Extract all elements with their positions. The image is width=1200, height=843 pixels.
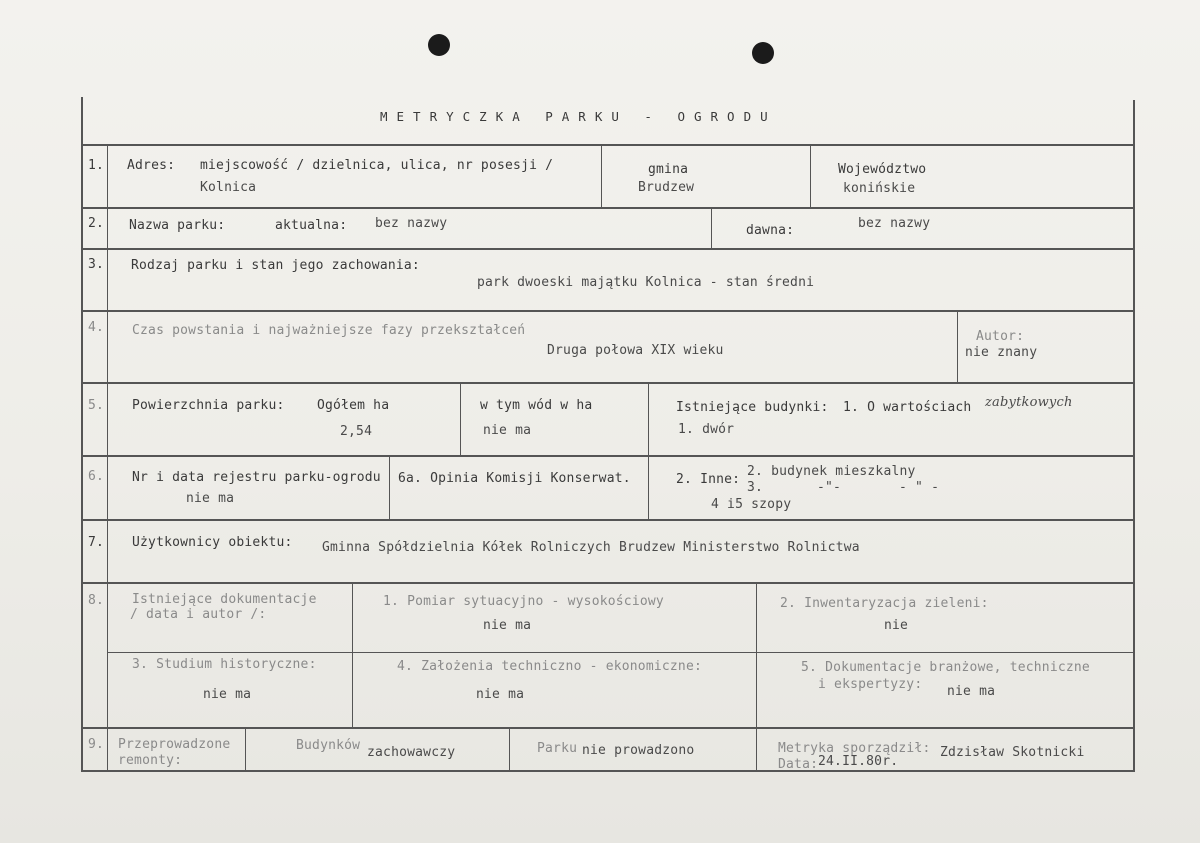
park-type-value: park dwoeski majątku Kolnica - stan średni — [477, 275, 815, 290]
other-item-2: 2. budynek mieszkalny — [747, 464, 916, 479]
park-name-label: Nazwa parku: — [129, 218, 226, 233]
rule — [81, 727, 1135, 729]
rule — [81, 382, 1135, 384]
water-area-label: w tym wód w ha — [480, 398, 593, 413]
buildings-renovation-label: Budynków — [296, 738, 361, 753]
total-area-label: Ogółem ha — [317, 398, 390, 413]
prepared-by-label: Metryka sporządził: — [778, 741, 931, 756]
park-type-label: Rodzaj parku i stan jego zachowania: — [131, 258, 420, 273]
address-value: Kolnica — [200, 180, 257, 195]
total-area-value: 2,54 — [340, 424, 373, 439]
gmina-value: Brudzew — [638, 180, 695, 195]
divider — [601, 144, 602, 208]
register-value: nie ma — [186, 491, 235, 506]
rule — [81, 519, 1135, 521]
date-value: 24.II.80r. — [818, 754, 899, 769]
divider — [509, 728, 510, 771]
other-label: 2. Inne: — [676, 472, 741, 487]
former-name-value: bez nazwy — [858, 216, 931, 231]
punch-hole — [752, 42, 774, 64]
author-label: Autor: — [976, 329, 1025, 344]
renovations-sublabel: remonty: — [118, 753, 183, 768]
rule — [81, 455, 1135, 457]
divider — [352, 583, 353, 728]
divider — [756, 583, 757, 728]
current-name-value: bez nazwy — [375, 216, 448, 231]
technical-assumptions-value: nie ma — [476, 687, 525, 702]
divider — [756, 728, 757, 771]
section-number: 4. — [88, 320, 105, 335]
divider — [648, 383, 649, 520]
documentation-label: Istniejące dokumentacje — [132, 592, 317, 607]
park-renovation-label: Parku — [537, 741, 578, 756]
divider — [389, 456, 390, 520]
greenery-inventory-value: nie — [884, 618, 909, 633]
ditto-mark: -"- — [817, 480, 842, 495]
origin-label: Czas powstania i najważniejsze fazy przekształceń — [132, 323, 526, 338]
rule — [81, 582, 1135, 584]
section-number: 5. — [88, 398, 105, 413]
num-column-line — [107, 144, 108, 770]
section-number: 2. — [88, 216, 105, 231]
users-label: Użytkownicy obiektu: — [132, 535, 293, 550]
documentation-sublabel: / data i autor /: — [130, 607, 267, 622]
address-label: Adres: — [127, 158, 176, 173]
date-label: Data: — [778, 757, 819, 772]
branch-docs-sublabel: i ekspertyzy: — [818, 677, 923, 692]
author-value: nie znany — [965, 345, 1038, 360]
divider — [957, 311, 958, 383]
historical-study-label: 3. Studium historyczne: — [132, 657, 317, 672]
renovations-label: Przeprowadzone — [118, 737, 231, 752]
users-value: Gminna Spółdzielnia Kółek Rolniczych Brudzew Ministerstwo Rolnictwa — [322, 540, 860, 555]
buildings-value: 1. dwór — [678, 422, 735, 437]
divider — [810, 144, 811, 208]
water-area-value: nie ma — [483, 423, 532, 438]
section-number: 1. — [88, 158, 105, 173]
section-number: 7. — [88, 535, 105, 550]
form-title: METRYCZKA PARKU - OGRODU — [380, 109, 777, 124]
section-number: 8. — [88, 593, 105, 608]
voivodeship-value: konińskie — [843, 181, 916, 196]
section-number: 9. — [88, 737, 105, 752]
register-label: Nr i data rejestru parku-ogrodu — [132, 470, 381, 485]
buildings-label: Istniejące budynki: — [676, 400, 829, 415]
other-item-4-5: 4 i5 szopy — [711, 497, 792, 512]
rule — [81, 144, 1135, 146]
rule — [81, 248, 1135, 250]
divider — [245, 728, 246, 771]
rule — [81, 207, 1135, 209]
prepared-by-value: Zdzisław Skotnicki — [940, 745, 1085, 760]
address-sublabel: miejscowość / dzielnica, ulica, nr posesji / — [200, 158, 554, 173]
area-label: Powierzchnia parku: — [132, 398, 285, 413]
greenery-inventory-label: 2. Inwentaryzacja zieleni: — [780, 596, 989, 611]
other-item-3: 3. — [747, 480, 764, 495]
frame-right — [1133, 100, 1135, 772]
origin-value: Druga połowa XIX wieku — [547, 343, 724, 358]
park-renovation-value: nie prowadzono — [582, 743, 695, 758]
buildings-sublabel: 1. O wartościach — [843, 400, 972, 415]
punch-hole — [428, 34, 450, 56]
frame-left — [81, 97, 83, 772]
current-name-label: aktualna: — [275, 218, 348, 233]
section-number: 3. — [88, 257, 105, 272]
survey-label: 1. Pomiar sytuacyjno - wysokościowy — [383, 594, 664, 609]
branch-docs-label: 5. Dokumentacje branżowe, techniczne — [801, 660, 1090, 675]
branch-docs-value: nie ma — [947, 684, 996, 699]
former-name-label: dawna: — [746, 223, 795, 238]
rule — [107, 652, 1135, 653]
divider — [711, 208, 712, 249]
conservator-opinion-label: 6a. Opinia Komisji Konserwat. — [398, 471, 631, 486]
divider — [460, 383, 461, 456]
buildings-renovation-value: zachowawczy — [367, 745, 456, 760]
section-number: 6. — [88, 469, 105, 484]
historical-study-value: nie ma — [203, 687, 252, 702]
voivodeship-label: Województwo — [838, 162, 927, 177]
ditto-mark: - " - — [899, 480, 940, 495]
rule — [81, 770, 1135, 772]
technical-assumptions-label: 4. Założenia techniczno - ekonomiczne: — [397, 659, 703, 674]
buildings-handwritten: zabytkowych — [985, 395, 1073, 410]
survey-value: nie ma — [483, 618, 532, 633]
rule — [81, 310, 1135, 312]
gmina-label: gmina — [648, 162, 689, 177]
